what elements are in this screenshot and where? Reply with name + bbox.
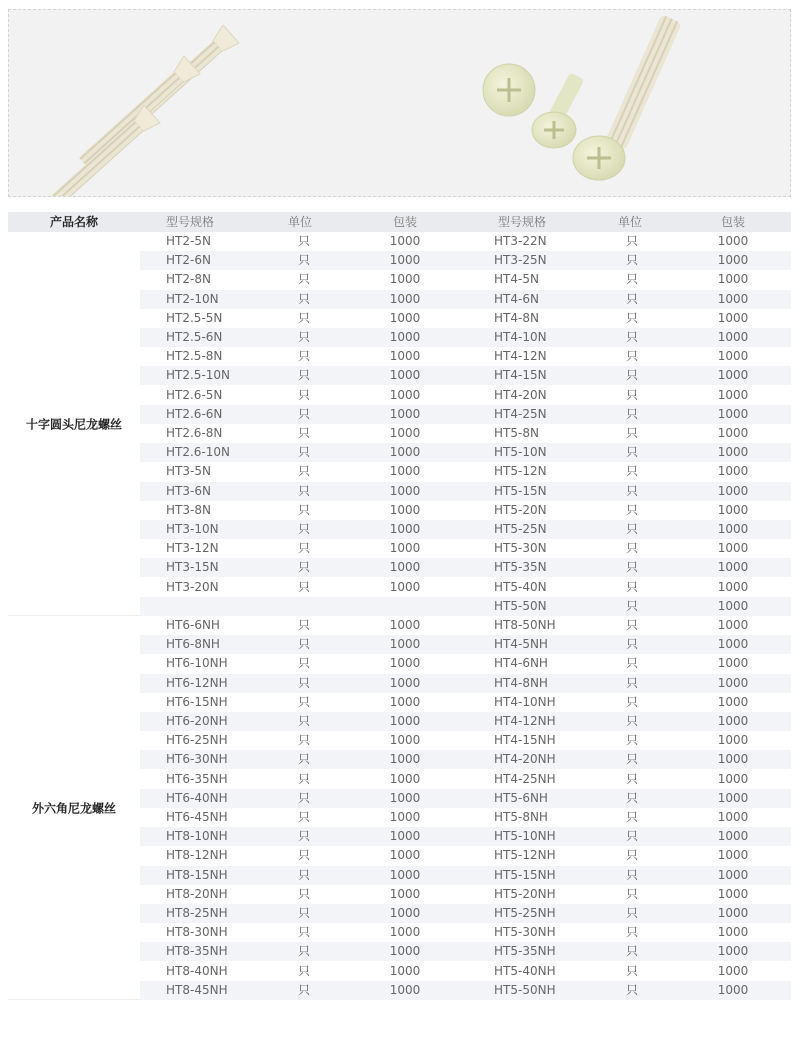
cell-unit-2: 只 (625, 234, 638, 248)
cell-model-1: HT3-6N (166, 483, 211, 498)
cell-unit-2: 只 (625, 848, 638, 863)
cell-model-2: HT5-6NH (494, 790, 548, 805)
cell-unit-2: 只 (625, 310, 638, 325)
cell-pack-2: 1000 (717, 944, 749, 959)
cell-unit-2: 只 (625, 733, 638, 748)
cell-pack-1: 1000 (389, 637, 421, 652)
cell-pack-1: 1000 (389, 349, 421, 364)
table-row (140, 635, 791, 654)
cell-model-2: HT5-40NH (494, 963, 556, 978)
cell-pack-2: 1000 (717, 330, 749, 344)
cell-model-2: HT4-8N (494, 310, 539, 325)
cell-unit-2: 只 (625, 982, 638, 997)
cell-unit-1: 只 (297, 829, 310, 844)
cell-model-1: HT6-8NH (166, 637, 220, 652)
cell-unit-1: 只 (297, 483, 310, 498)
cell-pack-2: 1000 (717, 349, 749, 364)
cell-model-1: HT8-20NH (166, 886, 228, 901)
cell-model-1: HT2-6N (166, 253, 211, 268)
cell-model-2: HT5-12N (494, 464, 547, 479)
cell-unit-2: 只 (625, 272, 638, 287)
cell-unit-2: 只 (625, 714, 638, 728)
cell-unit-2: 只 (625, 656, 638, 671)
cell-pack-2: 1000 (717, 886, 749, 901)
cell-unit-1: 只 (297, 522, 310, 536)
cell-model-2: HT5-15NH (494, 867, 556, 882)
cell-unit-2: 只 (625, 291, 638, 306)
cell-pack-1: 1000 (389, 656, 421, 671)
cell-pack-1: 1000 (389, 522, 421, 536)
cell-model-1: HT2-5N (166, 234, 211, 248)
cell-pack-1: 1000 (389, 925, 421, 940)
cell-model-2: HT5-25NH (494, 906, 556, 920)
header-model-2: 型号规格 (498, 215, 547, 229)
table-header (8, 212, 791, 232)
cell-pack-1: 1000 (389, 310, 421, 325)
cell-model-1: HT3-10N (166, 522, 219, 536)
cell-model-1: HT2.5-8N (166, 349, 223, 364)
table-row (140, 808, 791, 827)
cell-pack-1: 1000 (389, 675, 421, 690)
cell-model-1: HT8-35NH (166, 944, 228, 959)
table-row (140, 539, 791, 558)
cell-unit-2: 只 (625, 560, 638, 575)
cell-pack-2: 1000 (717, 483, 749, 498)
table-row (140, 866, 791, 885)
cell-unit-2: 只 (625, 771, 638, 786)
cell-unit-1: 只 (297, 714, 310, 728)
cell-unit-2: 只 (625, 752, 638, 767)
nylon-screws-illustration (9, 10, 790, 196)
header-pack-1: 包装 (393, 215, 418, 229)
cell-pack-1: 1000 (389, 694, 421, 709)
cell-model-2: HT5-10NH (494, 829, 556, 844)
cell-unit-2: 只 (625, 944, 638, 959)
cell-model-1: HT3-5N (166, 464, 211, 479)
cell-pack-1: 1000 (389, 790, 421, 805)
cell-pack-1: 1000 (389, 848, 421, 863)
cell-model-1: HT6-10NH (166, 656, 228, 671)
cell-model-1: HT8-12NH (166, 848, 228, 863)
table-row (140, 942, 791, 961)
cell-model-2: HT4-20NH (494, 752, 556, 767)
cell-unit-1: 只 (297, 790, 310, 805)
cell-pack-1: 1000 (389, 579, 421, 594)
cell-unit-1: 只 (297, 771, 310, 786)
cell-pack-2: 1000 (717, 272, 749, 287)
cell-model-2: HT5-20N (494, 502, 547, 517)
cell-unit-1: 只 (297, 733, 310, 748)
cell-pack-2: 1000 (717, 675, 749, 690)
cell-model-1: HT2.5-5N (166, 310, 223, 325)
cell-model-1: HT3-8N (166, 502, 211, 517)
table-row (140, 712, 791, 731)
cell-pack-2: 1000 (717, 426, 749, 440)
cell-unit-1: 只 (297, 925, 310, 940)
cell-model-2: HT5-30N (494, 541, 547, 556)
countersunk-screw (75, 56, 200, 172)
cell-model-1: HT6-15NH (166, 694, 228, 709)
cell-pack-2: 1000 (717, 752, 749, 767)
table-row (140, 424, 791, 443)
cell-model-1: HT8-40NH (166, 963, 228, 978)
cell-model-2: HT4-25N (494, 406, 547, 421)
cell-model-1: HT2.6-6N (166, 406, 223, 421)
cell-model-1: HT2.6-8N (166, 426, 223, 440)
group-label (8, 616, 140, 1000)
cell-unit-2: 只 (625, 790, 638, 805)
countersunk-screw (47, 105, 160, 196)
cell-unit-1: 只 (297, 502, 310, 517)
cell-model-1: HT6-25NH (166, 733, 228, 748)
cell-pack-1: 1000 (389, 464, 421, 479)
cell-unit-1: 只 (297, 234, 310, 248)
cell-pack-2: 1000 (717, 368, 749, 383)
table-row (140, 885, 791, 904)
table-row (140, 462, 791, 481)
cell-unit-1: 只 (297, 752, 310, 767)
cell-model-1: HT3-15N (166, 560, 219, 575)
cell-model-2: HT4-5NH (494, 637, 548, 652)
cell-pack-1: 1000 (389, 752, 421, 767)
cell-pack-1: 1000 (389, 714, 421, 728)
cell-unit-1: 只 (297, 886, 310, 901)
cell-model-1: HT8-45NH (166, 982, 228, 997)
cell-pack-1: 1000 (389, 368, 421, 383)
cell-model-2: HT5-50NH (494, 982, 556, 997)
cell-unit-1: 只 (297, 291, 310, 306)
cell-model-1: HT8-15NH (166, 867, 228, 882)
cell-model-2: HT5-15N (494, 483, 547, 498)
cell-pack-2: 1000 (717, 291, 749, 306)
table-row (140, 578, 791, 597)
cell-model-1: HT6-40NH (166, 790, 228, 805)
cell-model-1: HT2.6-10N (166, 445, 231, 460)
cell-pack-2: 1000 (717, 733, 749, 748)
cell-pack-1: 1000 (389, 253, 421, 268)
cell-pack-1: 1000 (389, 906, 421, 920)
cell-pack-1: 1000 (389, 733, 421, 748)
cell-unit-1: 只 (297, 406, 310, 421)
table-row (140, 520, 791, 539)
cell-unit-2: 只 (625, 886, 638, 901)
cell-unit-2: 只 (625, 522, 638, 536)
table-row (140, 270, 791, 289)
cell-model-2: HT4-8NH (494, 675, 548, 690)
cell-pack-1: 1000 (389, 483, 421, 498)
table-row (140, 290, 791, 309)
cell-model-2: HT4-10N (494, 330, 547, 344)
cell-pack-1: 1000 (389, 560, 421, 575)
cell-model-2: HT5-10N (494, 445, 547, 460)
cell-model-2: HT5-30NH (494, 925, 556, 940)
cell-model-2: HT4-15N (494, 368, 547, 383)
cell-model-2: HT3-25N (494, 253, 547, 268)
cell-pack-1: 1000 (389, 829, 421, 844)
table-row (140, 347, 791, 366)
cell-model-1: HT2.5-10N (166, 368, 231, 383)
cell-model-1: HT6-12NH (166, 675, 228, 690)
table-row (140, 962, 791, 981)
table-row (140, 482, 791, 501)
cell-unit-1: 只 (297, 560, 310, 575)
cell-unit-2: 只 (625, 330, 638, 344)
cell-unit-1: 只 (297, 310, 310, 325)
cell-model-1: HT8-30NH (166, 925, 228, 940)
cell-unit-1: 只 (297, 810, 310, 824)
cell-unit-2: 只 (625, 483, 638, 498)
cell-pack-1: 1000 (389, 982, 421, 997)
cell-model-1: HT2-10N (166, 291, 219, 306)
cell-model-1: HT3-12N (166, 541, 219, 556)
pan-head-screw (483, 64, 535, 116)
table-row (140, 232, 791, 251)
table-row (140, 770, 791, 789)
cell-unit-1: 只 (297, 253, 310, 268)
cell-unit-1: 只 (297, 675, 310, 690)
cell-unit-2: 只 (625, 464, 638, 479)
table-row (140, 309, 791, 328)
cell-pack-1: 1000 (389, 810, 421, 824)
cell-unit-2: 只 (625, 426, 638, 440)
group-name: 十字圆头尼龙螺丝 (25, 417, 122, 431)
cell-pack-1: 1000 (389, 944, 421, 959)
header-unit-2: 单位 (618, 215, 643, 229)
product-photo (8, 9, 791, 197)
cell-pack-2: 1000 (717, 579, 749, 594)
cell-unit-2: 只 (625, 829, 638, 844)
cell-unit-2: 只 (625, 867, 638, 882)
table-row (140, 616, 791, 635)
cell-model-2: HT5-40N (494, 579, 547, 594)
cell-unit-1: 只 (297, 272, 310, 287)
cell-pack-1: 1000 (389, 541, 421, 556)
table-row (140, 674, 791, 693)
cell-pack-1: 1000 (389, 618, 421, 632)
cell-unit-1: 只 (297, 867, 310, 882)
cell-pack-2: 1000 (717, 310, 749, 325)
cell-unit-2: 只 (625, 675, 638, 690)
cell-model-2: HT3-22N (494, 234, 547, 248)
cell-unit-1: 只 (297, 579, 310, 594)
cell-unit-2: 只 (625, 694, 638, 709)
cell-unit-1: 只 (297, 618, 310, 632)
cell-unit-2: 只 (625, 387, 638, 402)
pan-head-screw (532, 72, 584, 148)
table-row (140, 405, 791, 424)
cell-model-2: HT5-20NH (494, 886, 556, 901)
cell-model-1: HT6-35NH (166, 771, 228, 786)
cell-pack-2: 1000 (717, 522, 749, 536)
table-row (140, 904, 791, 923)
cell-pack-1: 1000 (389, 771, 421, 786)
cell-pack-2: 1000 (717, 848, 749, 863)
table-row (140, 558, 791, 577)
table-row (140, 501, 791, 520)
cell-model-2: HT5-50N (494, 598, 547, 613)
cell-unit-2: 只 (625, 445, 638, 460)
cell-unit-2: 只 (625, 598, 638, 613)
cell-pack-1: 1000 (389, 272, 421, 287)
cell-unit-2: 只 (625, 253, 638, 268)
header-model-1: 型号规格 (166, 215, 215, 229)
cell-pack-1: 1000 (389, 234, 421, 248)
cell-unit-1: 只 (297, 445, 310, 460)
cell-unit-2: 只 (625, 541, 638, 556)
cell-unit-1: 只 (297, 656, 310, 671)
cell-model-1: HT6-30NH (166, 752, 228, 767)
cell-model-1: HT3-20N (166, 579, 219, 594)
header-product-name: 产品名称 (49, 215, 98, 229)
cell-pack-1: 1000 (389, 406, 421, 421)
cell-pack-2: 1000 (717, 790, 749, 805)
table-row (140, 366, 791, 385)
cell-pack-2: 1000 (717, 234, 749, 248)
cell-pack-1: 1000 (389, 445, 421, 460)
table-row (140, 846, 791, 865)
table-row (140, 251, 791, 270)
cell-unit-2: 只 (625, 906, 638, 920)
cell-pack-2: 1000 (717, 387, 749, 402)
cell-unit-2: 只 (625, 925, 638, 940)
cell-pack-2: 1000 (717, 694, 749, 709)
cell-unit-1: 只 (297, 982, 310, 997)
cell-pack-2: 1000 (717, 253, 749, 268)
cell-pack-2: 1000 (717, 867, 749, 882)
table-row (140, 386, 791, 405)
cell-pack-1: 1000 (389, 426, 421, 440)
cell-pack-2: 1000 (717, 810, 749, 824)
cell-model-1: HT6-45NH (166, 810, 228, 824)
cell-pack-1: 1000 (389, 502, 421, 517)
cell-model-2: HT5-25N (494, 522, 547, 536)
cell-pack-2: 1000 (717, 637, 749, 652)
pan-head-screw (573, 14, 682, 180)
cell-pack-1: 1000 (389, 867, 421, 882)
cell-unit-1: 只 (297, 541, 310, 556)
cell-model-2: HT5-8N (494, 426, 539, 440)
cell-pack-2: 1000 (717, 982, 749, 997)
cell-pack-2: 1000 (717, 598, 749, 613)
cell-model-2: HT4-20N (494, 387, 547, 402)
cell-pack-2: 1000 (717, 771, 749, 786)
cell-pack-2: 1000 (717, 445, 749, 460)
cell-unit-2: 只 (625, 963, 638, 978)
cell-pack-1: 1000 (389, 886, 421, 901)
cell-model-2: HT4-6N (494, 291, 539, 306)
cell-pack-2: 1000 (717, 906, 749, 920)
cell-unit-1: 只 (297, 349, 310, 364)
cell-unit-2: 只 (625, 579, 638, 594)
cell-unit-1: 只 (297, 426, 310, 440)
cell-model-2: HT4-5N (494, 272, 539, 287)
cell-pack-1: 1000 (389, 330, 421, 344)
cell-model-1: HT6-6NH (166, 618, 220, 632)
cell-pack-2: 1000 (717, 541, 749, 556)
cell-unit-2: 只 (625, 406, 638, 421)
cell-model-1: HT2.5-6N (166, 330, 223, 344)
cell-unit-2: 只 (625, 502, 638, 517)
cell-unit-2: 只 (625, 618, 638, 632)
cell-model-2: HT5-8NH (494, 810, 548, 824)
cell-model-2: HT4-15NH (494, 733, 556, 748)
group-name: 外六角尼龙螺丝 (31, 801, 116, 815)
table-row (140, 981, 791, 1000)
cell-model-1: HT8-25NH (166, 906, 228, 920)
cell-model-2: HT5-35N (494, 560, 547, 575)
group-label (8, 232, 140, 616)
cell-model-2: HT5-12NH (494, 848, 556, 863)
cell-unit-1: 只 (297, 848, 310, 863)
cell-pack-1: 1000 (389, 963, 421, 978)
cell-unit-1: 只 (297, 368, 310, 383)
cell-pack-2: 1000 (717, 464, 749, 479)
cell-pack-2: 1000 (717, 618, 749, 632)
cell-unit-1: 只 (297, 944, 310, 959)
cell-unit-1: 只 (297, 963, 310, 978)
header-unit-1: 单位 (288, 215, 313, 229)
cell-unit-1: 只 (297, 464, 310, 479)
cell-model-2: HT4-10NH (494, 694, 556, 709)
cell-unit-2: 只 (625, 637, 638, 652)
table-row (140, 731, 791, 750)
cell-pack-2: 1000 (717, 963, 749, 978)
cell-pack-1: 1000 (389, 387, 421, 402)
cell-pack-2: 1000 (717, 502, 749, 517)
table-row (140, 693, 791, 712)
table-row (140, 654, 791, 673)
table-row (140, 597, 791, 616)
cell-model-1: HT6-20NH (166, 714, 228, 728)
cell-model-2: HT5-35NH (494, 944, 556, 959)
cell-unit-1: 只 (297, 387, 310, 402)
cell-unit-2: 只 (625, 368, 638, 383)
table-row (140, 789, 791, 808)
cell-pack-2: 1000 (717, 925, 749, 940)
table-row (140, 443, 791, 462)
table-row (140, 923, 791, 942)
cell-model-2: HT4-25NH (494, 771, 556, 786)
cell-unit-1: 只 (297, 637, 310, 652)
cell-model-2: HT4-12NH (494, 714, 556, 728)
cell-model-2: HT4-12N (494, 349, 547, 364)
cell-pack-1: 1000 (389, 291, 421, 306)
cell-unit-1: 只 (297, 906, 310, 920)
cell-model-1: HT2.6-5N (166, 387, 223, 402)
cell-pack-2: 1000 (717, 406, 749, 421)
cell-model-2: HT8-50NH (494, 618, 556, 632)
cell-unit-2: 只 (625, 810, 638, 824)
cell-pack-2: 1000 (717, 829, 749, 844)
cell-unit-1: 只 (297, 330, 310, 344)
header-pack-2: 包装 (721, 215, 746, 229)
table-row (140, 328, 791, 347)
table-row (140, 827, 791, 846)
cell-pack-2: 1000 (717, 714, 749, 728)
table-row (140, 750, 791, 769)
cell-model-1: HT8-10NH (166, 829, 228, 844)
cell-model-1: HT2-8N (166, 272, 211, 287)
cell-pack-2: 1000 (717, 560, 749, 575)
cell-unit-2: 只 (625, 349, 638, 364)
cell-pack-2: 1000 (717, 656, 749, 671)
cell-unit-1: 只 (297, 694, 310, 709)
cell-model-2: HT4-6NH (494, 656, 548, 671)
